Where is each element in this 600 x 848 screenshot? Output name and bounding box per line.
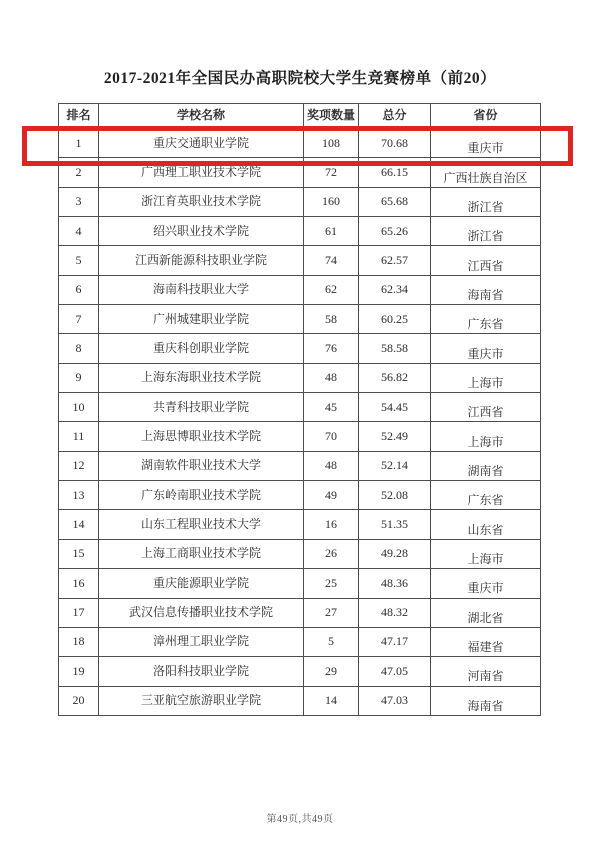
rank-cell: 17: [59, 598, 99, 627]
header-rank: 排名: [59, 104, 99, 129]
province-cell: 上海市: [431, 422, 541, 451]
rank-cell: 20: [59, 686, 99, 715]
rank-cell: 11: [59, 422, 99, 451]
header-school: 学校名称: [99, 104, 304, 129]
score-cell: 52.14: [359, 451, 431, 480]
score-cell: 52.08: [359, 481, 431, 510]
school-cell: 广东岭南职业技术学院: [99, 481, 304, 510]
province-cell: 重庆市: [431, 569, 541, 598]
awards-cell: 45: [304, 393, 359, 422]
school-cell: 绍兴职业技术学院: [99, 217, 304, 246]
province-cell: 广东省: [431, 481, 541, 510]
awards-cell: 74: [304, 246, 359, 275]
province-cell: 上海市: [431, 539, 541, 568]
awards-cell: 27: [304, 598, 359, 627]
rank-cell: 18: [59, 627, 99, 656]
awards-cell: 16: [304, 510, 359, 539]
table-body: [59, 129, 541, 716]
score-cell: 62.34: [359, 275, 431, 304]
province-cell: 山东省: [431, 510, 541, 539]
province-cell: 重庆市: [431, 334, 541, 363]
awards-cell: 29: [304, 657, 359, 686]
rank-cell: 8: [59, 334, 99, 363]
awards-cell: 49: [304, 481, 359, 510]
awards-cell: 76: [304, 334, 359, 363]
ranking-table: [58, 103, 541, 716]
province-cell: 上海市: [431, 363, 541, 392]
province-cell: 湖北省: [431, 598, 541, 627]
school-cell: 广西理工职业技术学院: [99, 158, 304, 187]
awards-cell: 62: [304, 275, 359, 304]
score-cell: 47.05: [359, 657, 431, 686]
awards-cell: 26: [304, 539, 359, 568]
table-row: [59, 539, 541, 568]
rank-cell: 10: [59, 393, 99, 422]
awards-cell: 61: [304, 217, 359, 246]
awards-cell: 70: [304, 422, 359, 451]
province-cell: 江西省: [431, 393, 541, 422]
score-cell: 49.28: [359, 539, 431, 568]
province-cell: 福建省: [431, 627, 541, 656]
awards-cell: 160: [304, 187, 359, 216]
score-cell: 70.68: [359, 129, 431, 158]
score-cell: 51.35: [359, 510, 431, 539]
school-cell: 重庆科创职业学院: [99, 334, 304, 363]
score-cell: 66.15: [359, 158, 431, 187]
highlight-annotation-box: [22, 126, 573, 166]
score-cell: 56.82: [359, 363, 431, 392]
table-row: [59, 187, 541, 216]
awards-cell: 25: [304, 569, 359, 598]
school-cell: 湖南软件职业技术大学: [99, 451, 304, 480]
table-header: [59, 104, 541, 129]
table-row: [59, 305, 541, 334]
province-cell: 江西省: [431, 246, 541, 275]
awards-cell: 5: [304, 627, 359, 656]
score-cell: 54.45: [359, 393, 431, 422]
school-cell: 重庆能源职业学院: [99, 569, 304, 598]
header-score: 总分: [359, 104, 431, 129]
province-cell: 河南省: [431, 657, 541, 686]
table-row: [59, 217, 541, 246]
rank-cell: 6: [59, 275, 99, 304]
header-awards: 奖项数量: [304, 104, 359, 129]
rank-cell: 15: [59, 539, 99, 568]
province-cell: 浙江省: [431, 187, 541, 216]
table-row: [59, 686, 541, 715]
school-cell: 重庆交通职业学院: [99, 129, 304, 158]
rank-cell: 7: [59, 305, 99, 334]
table-row: [59, 481, 541, 510]
school-cell: 洛阳科技职业学院: [99, 657, 304, 686]
rank-cell: 9: [59, 363, 99, 392]
awards-cell: 48: [304, 451, 359, 480]
table-row: [59, 334, 541, 363]
school-cell: 共青科技职业学院: [99, 393, 304, 422]
school-cell: 上海东海职业技术学院: [99, 363, 304, 392]
rank-cell: 5: [59, 246, 99, 275]
school-cell: 武汉信息传播职业技术学院: [99, 598, 304, 627]
school-cell: 上海思博职业技术学院: [99, 422, 304, 451]
table-row: [59, 569, 541, 598]
score-cell: 65.68: [359, 187, 431, 216]
rank-cell: 19: [59, 657, 99, 686]
table-row: [59, 393, 541, 422]
table-row: [59, 510, 541, 539]
school-cell: 海南科技职业大学: [99, 275, 304, 304]
rank-cell: 13: [59, 481, 99, 510]
table-row: [59, 363, 541, 392]
school-cell: 江西新能源科技职业学院: [99, 246, 304, 275]
table-row: [59, 422, 541, 451]
province-cell: 海南省: [431, 686, 541, 715]
province-cell: 海南省: [431, 275, 541, 304]
school-cell: 山东工程职业技术大学: [99, 510, 304, 539]
rank-cell: 14: [59, 510, 99, 539]
province-cell: 广东省: [431, 305, 541, 334]
score-cell: 48.32: [359, 598, 431, 627]
score-cell: 52.49: [359, 422, 431, 451]
rank-cell: 1: [59, 129, 99, 158]
province-cell: 重庆市: [431, 129, 541, 158]
awards-cell: 72: [304, 158, 359, 187]
score-cell: 58.58: [359, 334, 431, 363]
table-row: [59, 598, 541, 627]
table-row: [59, 451, 541, 480]
school-cell: 上海工商职业技术学院: [99, 539, 304, 568]
score-cell: 47.03: [359, 686, 431, 715]
province-cell: 广西壮族自治区: [431, 158, 541, 187]
rank-cell: 4: [59, 217, 99, 246]
score-cell: 62.57: [359, 246, 431, 275]
table-row: [59, 246, 541, 275]
score-cell: 47.17: [359, 627, 431, 656]
province-cell: 浙江省: [431, 217, 541, 246]
rank-cell: 2: [59, 158, 99, 187]
rank-cell: 16: [59, 569, 99, 598]
score-cell: 48.36: [359, 569, 431, 598]
score-cell: 60.25: [359, 305, 431, 334]
awards-cell: 58: [304, 305, 359, 334]
school-cell: 浙江育英职业技术学院: [99, 187, 304, 216]
page-number-footer: 第49页,共49页: [266, 814, 334, 825]
score-cell: 65.26: [359, 217, 431, 246]
awards-cell: 14: [304, 686, 359, 715]
province-cell: 湖南省: [431, 451, 541, 480]
awards-cell: 48: [304, 363, 359, 392]
rank-cell: 12: [59, 451, 99, 480]
rank-cell: 3: [59, 187, 99, 216]
table-row: [59, 657, 541, 686]
page-title: 2017-2021年全国民办高职院校大学生竞赛榜单（前20）: [103, 70, 497, 87]
awards-cell: 108: [304, 129, 359, 158]
header-row: [59, 104, 541, 129]
table-row: [59, 275, 541, 304]
table-row: [59, 627, 541, 656]
school-cell: 三亚航空旅游职业学院: [99, 686, 304, 715]
school-cell: 广州城建职业学院: [99, 305, 304, 334]
header-province: 省份: [431, 104, 541, 129]
school-cell: 漳州理工职业学院: [99, 627, 304, 656]
